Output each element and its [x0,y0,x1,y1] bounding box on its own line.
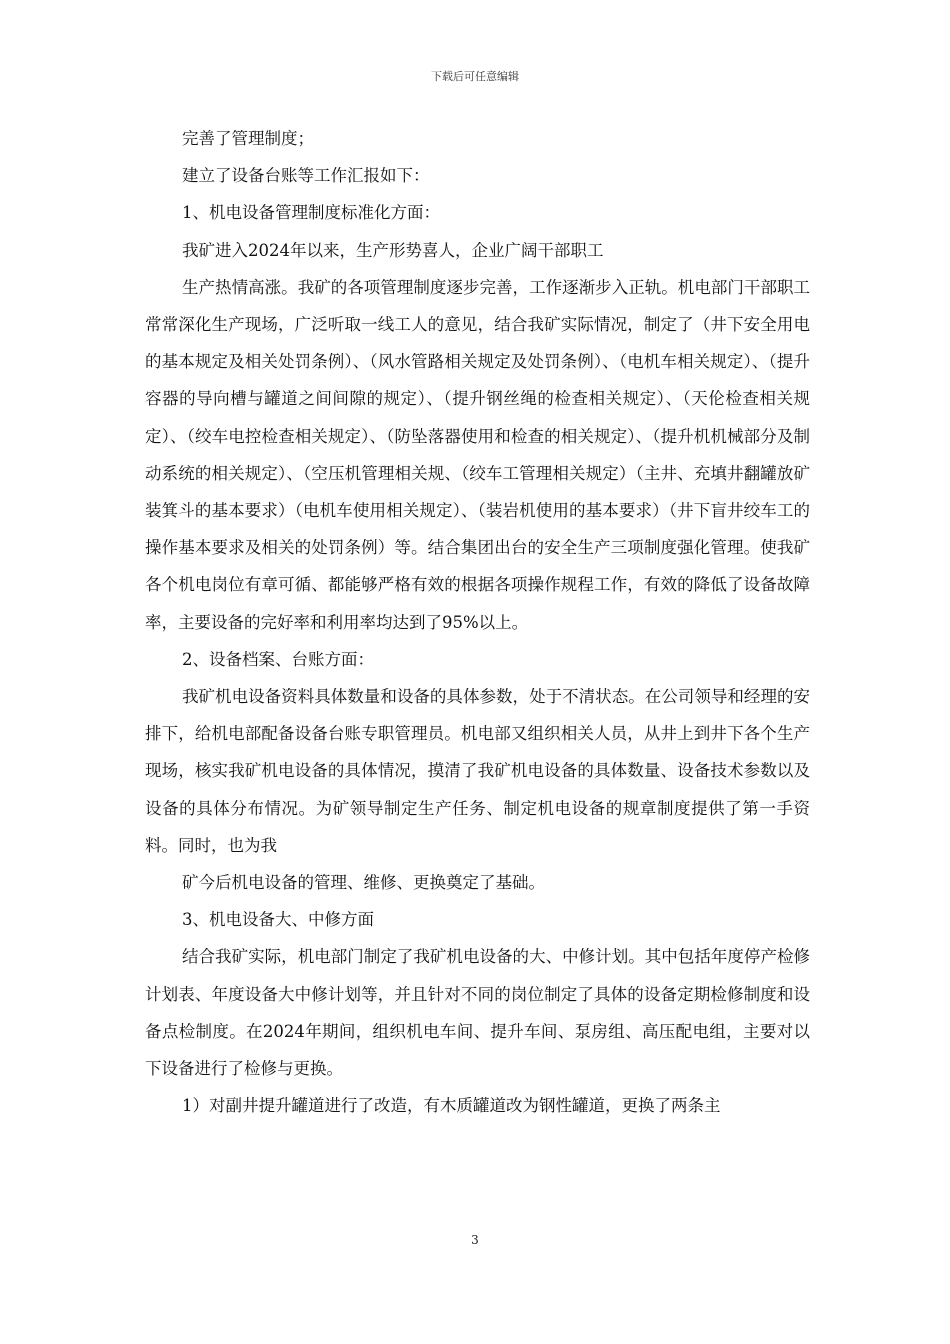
paragraph: 1）对副井提升罐道进行了改造，有木质罐道改为钢性罐道，更换了两条主 [182,1096,721,1116]
section-heading: 1、机电设备管理制度标准化方面： [182,203,440,223]
paragraph: 我矿机电设备资料具体数量和设备的具体参数，处于不清状态。在公司领导和经理的安排下，给机电部配备设备台账专职管理员。机电部又组织相关人员，从井上到井下各个生产现场，核实我矿机电设备的具体情况，摸清了我矿机电设备的具体数量、设备技术参数以及设备的具体分布情况。为矿领导制定生产任务、制定机电设备的规章制度提供了第一手资料。同时，也为我 [145,687,810,855]
paragraph: 矿今后机电设备的管理、维修、更换奠定了基础。 [182,873,545,893]
page-header: 下载后可任意编辑 [431,70,519,83]
paragraph: 完善了管理制度； [182,129,314,148]
paragraph: 生产热情高涨。我矿的各项管理制度逐步完善，工作逐渐步入正轨。机电部门干部职工常常深化生产现场，广泛听取一线工人的意见，结合我矿实际情况，制定了（井下安全用电的基本规定及相关处罚条例）、（风水管路相关规定及处罚条例）、（电机车相关规定）、（提升容器的导向槽与罐道之间间隙的规定）、（提升钢丝绳的检查相关规定）、（天伦检查相关规定）、（绞车电控检查相关规定）、（防坠落器使用和检查的相关规定）、（提升机机械部分及制动系统的相关规定）、（空压机管理相关规、（绞车工管理相关规定）（主井、充填井翻罐放矿装箕斗的基本要求）（电机车使用相关规定）、（装岩机使用的基本要求）（井下盲井绞车工的操作基本要求及相关的处罚条例）等。结合集团出台的安全生产三项制度强化管理。使我矿各个机电岗位有章可循、都能够严格有效的根据各项操作规程工作，有效的降低了设备故障率，主要设备的完好率和利用率均达到了95%以上。 [145,277,810,632]
paragraph: 建立了设备台账等工作汇报如下： [182,166,430,186]
document-body [145,120,810,1124]
section-heading: 2、设备档案、台账方面： [182,649,374,669]
section-heading: 3、机电设备大、中修方面 [182,910,374,930]
paragraph: 结合我矿实际，机电部门制定了我矿机电设备的大、中修计划。其中包括年度停产检修计划表、年度设备大中修计划等，并且针对不同的岗位制定了具体的设备定期检修制度和设备点检制度。在2024年期间，组织机电车间、提升车间、泵房组、高压配电组，主要对以下设备进行了检修与更换。 [145,947,810,1079]
paragraph: 我矿进入2024年以来，生产形势喜人，企业广阔干部职工 [182,240,604,260]
page-number: 3 [471,1233,479,1247]
